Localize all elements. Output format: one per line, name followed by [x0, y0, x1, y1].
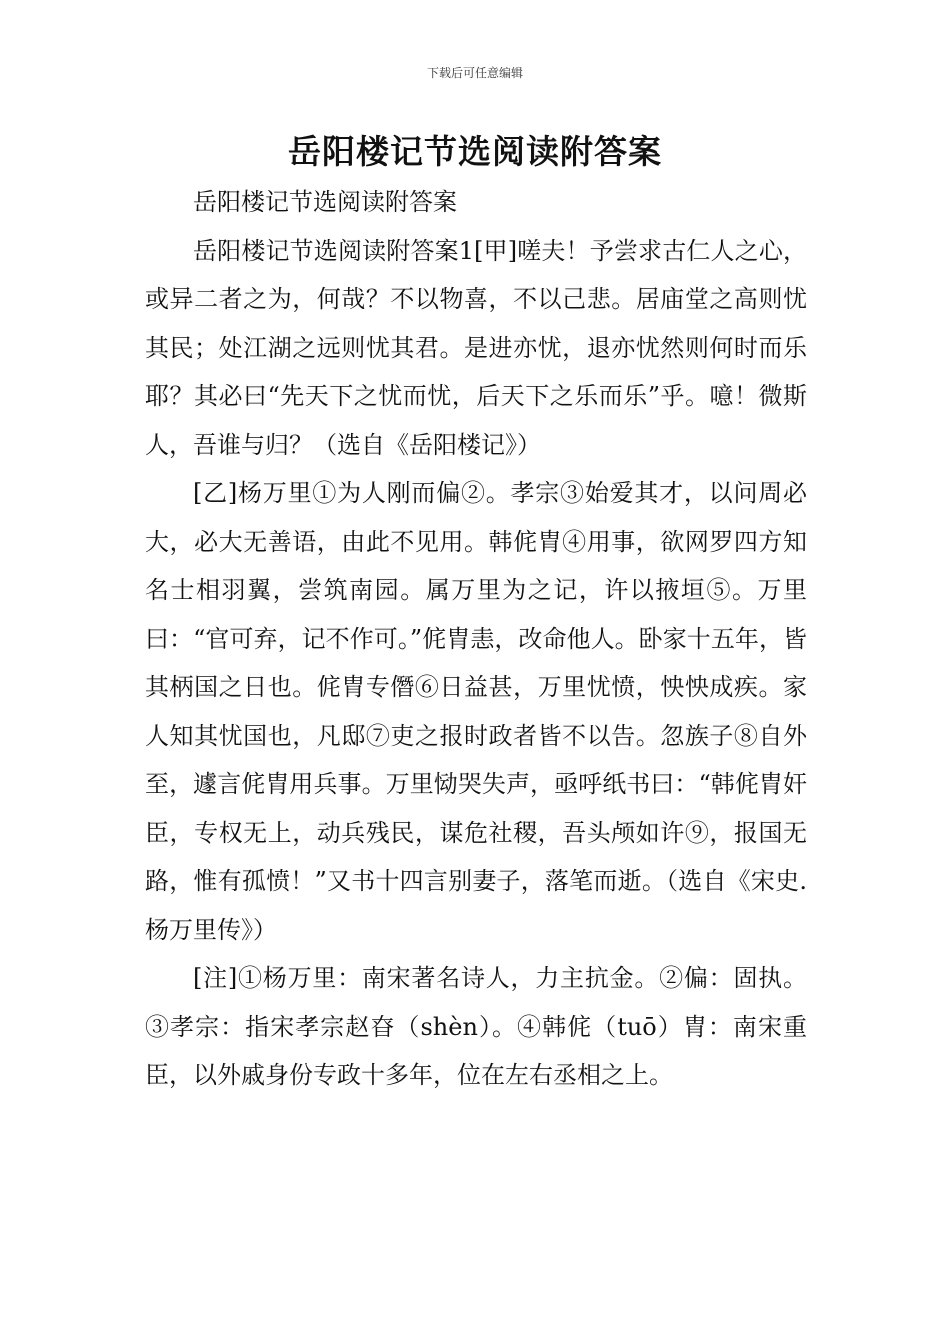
document-title: 岳阳楼记节选阅读附答案 — [288, 132, 662, 171]
paragraph-yi: [乙]杨万里①为人刚而偏②。孝宗③始爱其才，以问周必大，必大无善语，由此不见用。韩侂胄④用事，欲网罗四方知名士相羽翼，尝筑南园。属万里为之记，许以掖垣⑤。万里曰：“官可弃，记不作可。”侂胄恚，改命他人。卧家十五年，皆其柄国之日也。侂胄专僭⑥日益甚，万里忧愤，怏怏成疾。家人知其忧国也，凡邸⑦吏之报时政者皆不以告。忽族子⑧自外至，遽言侂胄用兵事。万里恸哭失声，亟呼纸书曰：“韩侂胄奸臣，专权无上，动兵残民，谋危社稷，吾头颅如许⑨，报国无路，惟有孤愤！”又书十四言别妻子，落笔而逝。（选自《宋史.杨万里传》） — [145, 479, 807, 944]
document-body — [145, 178, 807, 1100]
paragraph-subtitle: 岳阳楼记节选阅读附答案 — [193, 188, 457, 216]
page-header-note: 下载后可任意编辑 — [426, 66, 523, 80]
paragraph-notes: [注]①杨万里：南宋著名诗人，力主抗金。②偏：固执。③孝宗：指宋孝宗赵昚（shèn）。④韩侂（tuō）胄：南宋重臣，以外戚身份专政十多年，位在左右丞相之上。 — [145, 964, 807, 1089]
paragraph-jia: 岳阳楼记节选阅读附答案1[甲]嗟夫！予尝求古仁人之心，或异二者之为，何哉？不以物喜，不以己悲。居庙堂之高则忧其民；处江湖之远则忧其君。是进亦忧，退亦忧然则何时而乐耶？其必曰“先天下之忧而忧，后天下之乐而乐”乎。噫！微斯人，吾谁与归？（选自《岳阳楼记》） — [145, 236, 807, 459]
